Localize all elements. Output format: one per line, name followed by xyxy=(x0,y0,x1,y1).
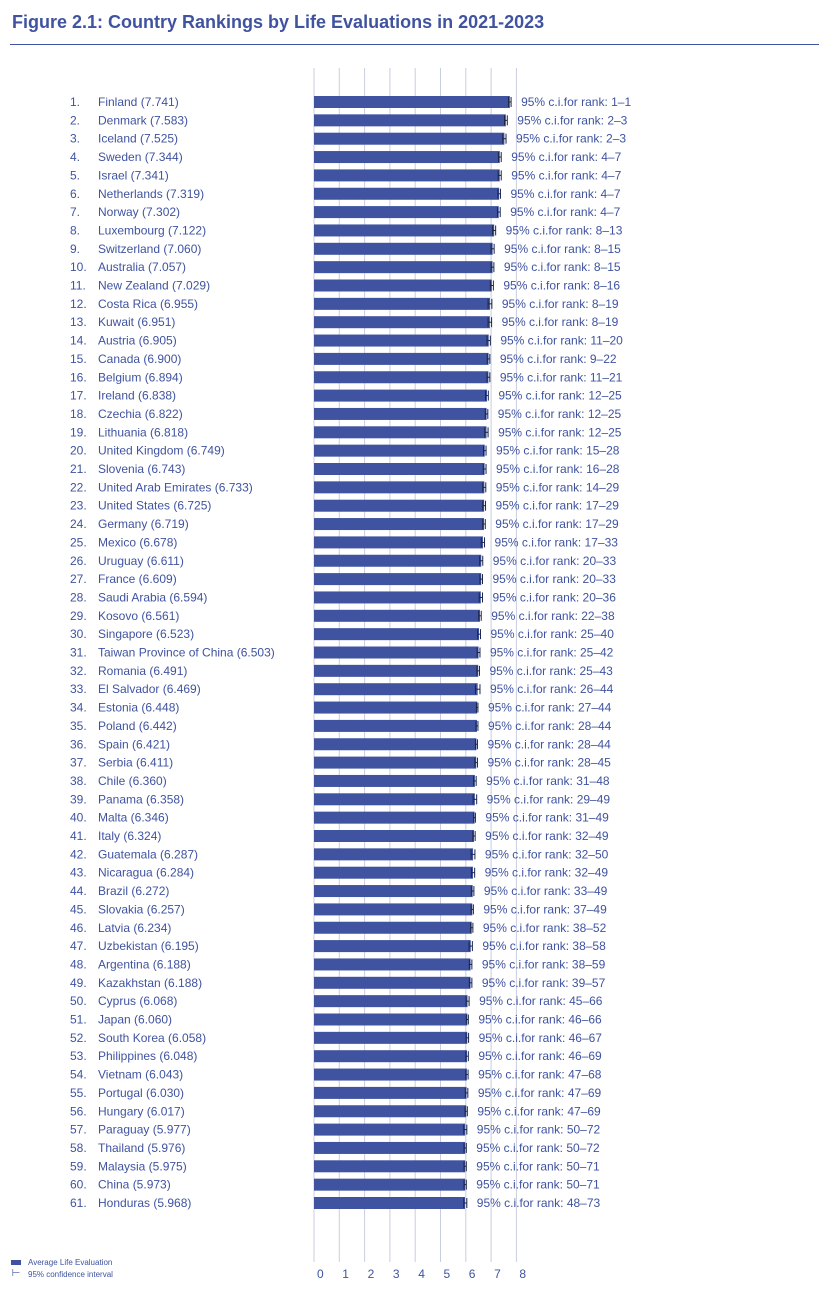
rank-ci-label: 95% c.i.for rank: 38–52 xyxy=(482,920,607,935)
rank-ci-label: 95% c.i.for rank: 26–44 xyxy=(489,682,614,697)
x-tick-label: 6 xyxy=(468,1267,476,1281)
bar xyxy=(314,977,471,989)
country-label: Taiwan Province of China (6.503) xyxy=(98,645,275,660)
rank-ci-label: 95% c.i.for rank: 8–19 xyxy=(501,296,619,311)
rank-ci-label: 95% c.i.for rank: 8–19 xyxy=(501,315,619,330)
bar xyxy=(314,720,477,732)
rank-number: 30. xyxy=(70,627,87,642)
rank-ci-label: 95% c.i.for rank: 46–69 xyxy=(478,1049,602,1064)
country-label: United Arab Emirates (6.733) xyxy=(98,480,253,495)
bar xyxy=(314,188,499,200)
bar xyxy=(314,738,476,750)
rank-ci-label: 95% c.i.for rank: 16–28 xyxy=(496,462,620,476)
rank-number: 54. xyxy=(70,1067,87,1082)
country-label: Saudi Arabia (6.594) xyxy=(98,590,208,605)
bar xyxy=(314,1050,467,1062)
rank-number: 8. xyxy=(70,223,81,238)
legend-item-ci xyxy=(11,1268,113,1280)
country-label: Argentina (6.188) xyxy=(98,957,191,972)
bar xyxy=(314,958,471,970)
country-label: Poland (6.442) xyxy=(98,718,177,733)
rank-ci-label: 95% c.i.for rank: 17–29 xyxy=(495,517,619,532)
rank-number: 56. xyxy=(70,1104,87,1119)
rank-number: 60. xyxy=(70,1177,87,1192)
bar xyxy=(314,224,494,236)
bar xyxy=(314,812,475,824)
bar xyxy=(314,445,485,457)
rank-number: 1. xyxy=(70,95,81,109)
rank-number: 25. xyxy=(70,535,87,550)
country-label: Philippines (6.048) xyxy=(98,1049,198,1064)
country-label: Lithuania (6.818) xyxy=(98,425,189,440)
rank-ci-label: 95% c.i.for rank: 46–67 xyxy=(478,1030,602,1045)
rank-number: 32. xyxy=(70,663,87,678)
country-label: Serbia (6.411) xyxy=(98,755,174,770)
rank-number: 47. xyxy=(70,939,87,954)
bar xyxy=(314,555,481,567)
bar xyxy=(314,1069,467,1081)
country-label: Denmark (7.583) xyxy=(98,113,189,128)
country-label: Kosovo (6.561) xyxy=(98,608,180,623)
rank-ci-label: 95% c.i.for rank: 4–7 xyxy=(510,186,621,201)
country-label: Cyprus (6.068) xyxy=(98,994,178,1009)
x-tick-label: 3 xyxy=(392,1267,400,1281)
country-label: Romania (6.491) xyxy=(98,663,188,678)
rank-number: 15. xyxy=(70,351,87,366)
rank-number: 34. xyxy=(70,700,87,715)
bar xyxy=(314,940,471,952)
country-label: Honduras (5.968) xyxy=(98,1196,192,1210)
rank-number: 14. xyxy=(70,333,87,348)
country-label: Australia (7.057) xyxy=(98,260,187,275)
rank-number: 4. xyxy=(70,150,81,165)
rank-ci-label: 95% c.i.for rank: 47–69 xyxy=(477,1104,601,1119)
bar xyxy=(314,848,473,860)
country-label: Estonia (6.448) xyxy=(98,700,180,715)
country-label: El Salvador (6.469) xyxy=(98,682,201,697)
country-label: Mexico (6.678) xyxy=(98,535,178,550)
country-label: Portugal (6.030) xyxy=(98,1085,185,1100)
rank-ci-label: 95% c.i.for rank: 20–36 xyxy=(492,590,616,605)
rank-ci-label: 95% c.i.for rank: 47–68 xyxy=(478,1067,602,1082)
rank-ci-label: 95% c.i.for rank: 50–72 xyxy=(476,1122,601,1137)
country-label: New Zealand (7.029) xyxy=(98,278,211,293)
country-label: Thailand (5.976) xyxy=(98,1140,186,1155)
country-label: Costa Rica (6.955) xyxy=(98,296,199,311)
country-label: Vietnam (6.043) xyxy=(98,1067,184,1082)
rank-ci-label: 95% c.i.for rank: 17–29 xyxy=(495,498,619,513)
country-label: Malaysia (5.975) xyxy=(98,1159,187,1174)
country-label: Luxembourg (7.122) xyxy=(98,223,207,238)
rank-number: 50. xyxy=(70,994,87,1009)
bar xyxy=(314,591,481,603)
x-tick-label: 7 xyxy=(494,1267,501,1281)
rank-number: 13. xyxy=(70,315,87,330)
bar xyxy=(314,1197,465,1209)
rank-number: 3. xyxy=(70,131,81,146)
bar xyxy=(314,133,504,145)
legend-ci-label: 95% confidence interval xyxy=(28,1269,113,1279)
figure-title: Figure 2.1: Country Rankings by Life Evaluations in 2021-2023 xyxy=(12,12,545,32)
country-label: South Korea (6.058) xyxy=(98,1030,207,1045)
bar xyxy=(314,169,500,181)
rank-ci-label: 95% c.i.for rank: 29–49 xyxy=(486,792,611,807)
rank-number: 42. xyxy=(70,847,87,862)
bar xyxy=(314,665,478,677)
bar xyxy=(314,151,500,163)
country-label: Malta (6.346) xyxy=(98,810,169,825)
country-label: Uruguay (6.611) xyxy=(98,553,184,568)
rank-number: 53. xyxy=(70,1049,87,1064)
bar xyxy=(314,335,489,347)
country-label: Chile (6.360) xyxy=(98,773,167,788)
rank-ci-label: 95% c.i.for rank: 14–29 xyxy=(495,480,620,495)
bar xyxy=(314,114,506,126)
bar xyxy=(314,1032,467,1044)
bar xyxy=(314,500,484,512)
rank-ci-label: 95% c.i.for rank: 50–71 xyxy=(476,1177,600,1192)
rank-number: 38. xyxy=(70,773,87,788)
country-label: Latvia (6.234) xyxy=(98,920,172,935)
country-label: Guatemala (6.287) xyxy=(98,847,199,862)
x-tick-label: 0 xyxy=(317,1267,324,1281)
rank-ci-label: 95% c.i.for rank: 38–59 xyxy=(481,957,606,972)
rank-ci-label: 95% c.i.for rank: 28–44 xyxy=(487,737,611,752)
bar xyxy=(314,1014,467,1026)
rank-ci-label: 95% c.i.for rank: 8–13 xyxy=(505,223,623,238)
rank-number: 58. xyxy=(70,1140,87,1155)
rank-number: 10. xyxy=(70,260,87,275)
country-label: Israel (7.341) xyxy=(98,168,169,183)
country-label: Canada (6.900) xyxy=(98,351,182,366)
rank-ci-label: 95% c.i.for rank: 32–50 xyxy=(484,847,609,862)
rank-ci-label: 95% c.i.for rank: 32–49 xyxy=(485,829,609,843)
rank-number: 55. xyxy=(70,1085,87,1100)
rank-ci-label: 95% c.i.for rank: 47–69 xyxy=(477,1085,602,1100)
rank-ci-label: 95% c.i.for rank: 8–16 xyxy=(503,278,621,293)
bar xyxy=(314,536,483,548)
country-label: Singapore (6.523) xyxy=(98,627,195,642)
country-label: Slovenia (6.743) xyxy=(98,462,186,476)
rank-number: 28. xyxy=(70,590,87,605)
country-label: Sweden (7.344) xyxy=(98,150,183,165)
bar xyxy=(314,995,468,1007)
rank-number: 12. xyxy=(70,296,87,311)
rank-number: 11. xyxy=(70,278,86,293)
bar xyxy=(314,885,473,897)
rank-ci-label: 95% c.i.for rank: 28–44 xyxy=(487,718,612,733)
rank-number: 23. xyxy=(70,498,87,513)
rank-ci-label: 95% c.i.for rank: 1–1 xyxy=(521,95,632,109)
rank-number: 19. xyxy=(70,425,87,440)
bar xyxy=(314,628,479,640)
rank-ci-label: 95% c.i.for rank: 25–43 xyxy=(489,663,613,678)
rank-ci-label: 95% c.i.for rank: 20–33 xyxy=(492,572,616,587)
rank-number: 21. xyxy=(70,462,87,476)
rank-ci-label: 95% c.i.for rank: 22–38 xyxy=(491,608,615,623)
rank-number: 9. xyxy=(70,241,81,256)
legend-bar-swatch xyxy=(11,1260,21,1265)
bar xyxy=(314,683,478,695)
rank-ci-label: 95% c.i.for rank: 32–49 xyxy=(484,865,609,880)
legend-bar-label: Average Life Evaluation xyxy=(28,1257,113,1267)
rank-ci-label: 95% c.i.for rank: 25–40 xyxy=(490,627,614,642)
rank-ci-label: 95% c.i.for rank: 4–7 xyxy=(511,150,622,165)
rank-ci-label: 95% c.i.for rank: 31–49 xyxy=(485,810,609,825)
bar xyxy=(314,390,487,402)
country-label: Brazil (6.272) xyxy=(98,884,170,899)
rank-ci-label: 95% c.i.for rank: 27–44 xyxy=(487,700,612,715)
bar xyxy=(314,518,484,530)
rank-ci-label: 95% c.i.for rank: 8–15 xyxy=(504,241,621,256)
rank-number: 20. xyxy=(70,443,87,458)
rank-number: 37. xyxy=(70,755,87,770)
country-label: Iceland (7.525) xyxy=(98,131,179,146)
rank-number: 59. xyxy=(70,1159,87,1174)
rank-number: 24. xyxy=(70,517,87,532)
bar xyxy=(314,867,473,879)
country-label: China (5.973) xyxy=(98,1177,171,1192)
country-label: Switzerland (7.060) xyxy=(98,241,202,256)
bar xyxy=(314,793,475,805)
x-tick-label: 1 xyxy=(342,1267,349,1281)
country-label: Kuwait (6.951) xyxy=(98,315,176,330)
rank-ci-label: 95% c.i.for rank: 11–20 xyxy=(500,333,623,348)
bar xyxy=(314,261,493,273)
rank-number: 35. xyxy=(70,718,87,733)
country-label: Panama (6.358) xyxy=(98,792,185,807)
country-label: Czechia (6.822) xyxy=(98,406,183,421)
bar xyxy=(314,757,476,769)
rank-number: 43. xyxy=(70,865,87,880)
bar xyxy=(314,481,484,493)
rank-number: 18. xyxy=(70,406,87,421)
x-tick-label: 5 xyxy=(443,1267,451,1281)
rank-number: 44. xyxy=(70,884,87,899)
bar xyxy=(314,371,488,383)
x-tick-label: 4 xyxy=(418,1267,425,1281)
country-label: Nicaragua (6.284) xyxy=(98,865,195,880)
rank-number: 6. xyxy=(70,186,81,201)
country-label: United Kingdom (6.749) xyxy=(98,443,225,458)
rank-ci-label: 95% c.i.for rank: 31–48 xyxy=(486,773,610,788)
country-label: Japan (6.060) xyxy=(98,1012,173,1027)
rank-ci-label: 95% c.i.for rank: 39–57 xyxy=(481,975,606,990)
country-label: Italy (6.324) xyxy=(98,829,162,843)
rank-ci-label: 95% c.i.for rank: 15–28 xyxy=(496,443,620,458)
bar xyxy=(314,298,490,310)
bar xyxy=(314,1160,465,1172)
rank-ci-label: 95% c.i.for rank: 50–71 xyxy=(476,1159,600,1174)
bar xyxy=(314,463,485,475)
rank-ci-label: 95% c.i.for rank: 4–7 xyxy=(510,205,621,220)
rank-number: 46. xyxy=(70,920,87,935)
rank-ci-label: 95% c.i.for rank: 2–3 xyxy=(517,113,628,128)
country-label: Slovakia (6.257) xyxy=(98,902,185,917)
bar xyxy=(314,922,472,934)
country-label: Norway (7.302) xyxy=(98,205,181,220)
rank-number: 51. xyxy=(70,1012,87,1027)
country-label: Uzbekistan (6.195) xyxy=(98,939,199,954)
bar xyxy=(314,1179,465,1191)
error-bar-icon: ⊢ xyxy=(11,1268,21,1279)
rank-ci-label: 95% c.i.for rank: 12–25 xyxy=(497,406,622,421)
rank-number: 2. xyxy=(70,113,81,128)
country-label: Spain (6.421) xyxy=(98,737,171,752)
country-label: Austria (6.905) xyxy=(98,333,177,348)
bar xyxy=(314,903,472,915)
bar xyxy=(314,316,490,328)
rank-number: 45. xyxy=(70,902,87,917)
bar xyxy=(314,96,510,108)
country-label: Netherlands (7.319) xyxy=(98,186,205,201)
rank-number: 27. xyxy=(70,572,87,587)
rank-ci-label: 95% c.i.for rank: 20–33 xyxy=(492,553,617,568)
rank-number: 39. xyxy=(70,792,87,807)
bar xyxy=(314,243,493,255)
rank-ci-label: 95% c.i.for rank: 2–3 xyxy=(516,131,627,146)
rank-ci-label: 95% c.i.for rank: 9–22 xyxy=(499,351,617,366)
rank-number: 36. xyxy=(70,737,87,752)
bar xyxy=(314,647,479,659)
rank-ci-label: 95% c.i.for rank: 33–49 xyxy=(483,884,608,899)
bar xyxy=(314,1087,467,1099)
rank-ci-label: 95% c.i.for rank: 28–45 xyxy=(487,755,611,770)
bar xyxy=(314,206,499,218)
rank-ci-label: 95% c.i.for rank: 46–66 xyxy=(478,1012,602,1027)
rank-ci-label: 95% c.i.for rank: 4–7 xyxy=(511,168,622,183)
bar xyxy=(314,280,492,292)
legend xyxy=(11,1256,113,1280)
rank-ci-label: 95% c.i.for rank: 8–15 xyxy=(503,260,621,275)
rank-ci-label: 95% c.i.for rank: 48–73 xyxy=(476,1196,601,1210)
x-tick-label: 8 xyxy=(519,1267,527,1281)
rank-ci-label: 95% c.i.for rank: 45–66 xyxy=(479,994,603,1009)
bar xyxy=(314,1105,466,1117)
rank-number: 26. xyxy=(70,553,87,568)
country-label: Hungary (6.017) xyxy=(98,1104,185,1119)
rank-number: 41. xyxy=(70,829,87,843)
rank-number: 48. xyxy=(70,957,87,972)
rank-ci-label: 95% c.i.for rank: 12–25 xyxy=(498,425,622,440)
country-label: Paraguay (5.977) xyxy=(98,1122,191,1137)
rank-number: 49. xyxy=(70,975,87,990)
rank-ci-label: 95% c.i.for rank: 11–21 xyxy=(499,370,623,385)
rank-number: 33. xyxy=(70,682,87,697)
rank-number: 7. xyxy=(70,205,81,220)
rank-ci-label: 95% c.i.for rank: 25–42 xyxy=(489,645,614,660)
country-label: Finland (7.741) xyxy=(98,95,179,109)
country-label: United States (6.725) xyxy=(98,498,212,513)
rank-number: 57. xyxy=(70,1122,87,1137)
bar xyxy=(314,573,481,585)
bar xyxy=(314,702,477,714)
bar xyxy=(314,1124,465,1136)
bar xyxy=(314,1142,465,1154)
rank-number: 40. xyxy=(70,810,87,825)
rank-number: 5. xyxy=(70,168,81,183)
rank-ci-label: 95% c.i.for rank: 50–72 xyxy=(476,1140,600,1155)
rank-ci-label: 95% c.i.for rank: 12–25 xyxy=(498,388,622,403)
country-label: Ireland (6.838) xyxy=(98,388,177,403)
rank-number: 52. xyxy=(70,1030,87,1045)
bar xyxy=(314,408,487,420)
bar xyxy=(314,610,480,622)
rank-number: 61. xyxy=(70,1196,87,1210)
country-label: Germany (6.719) xyxy=(98,517,189,532)
x-tick-label: 2 xyxy=(367,1267,375,1281)
legend-item-bar xyxy=(11,1256,113,1268)
bar xyxy=(314,353,489,365)
bar xyxy=(314,775,475,787)
rank-number: 16. xyxy=(70,370,87,385)
bar xyxy=(314,426,486,438)
rank-ci-label: 95% c.i.for rank: 37–49 xyxy=(483,902,607,917)
country-label: France (6.609) xyxy=(98,572,177,587)
rank-number: 29. xyxy=(70,608,87,623)
rank-ci-label: 95% c.i.for rank: 17–33 xyxy=(494,535,618,550)
rank-ci-label: 95% c.i.for rank: 38–58 xyxy=(482,939,606,954)
country-label: Kazakhstan (6.188) xyxy=(98,975,203,990)
rank-number: 22. xyxy=(70,480,87,495)
country-label: Belgium (6.894) xyxy=(98,370,183,385)
bar xyxy=(314,830,474,842)
rank-number: 31. xyxy=(70,645,87,660)
rank-number: 17. xyxy=(70,388,87,403)
